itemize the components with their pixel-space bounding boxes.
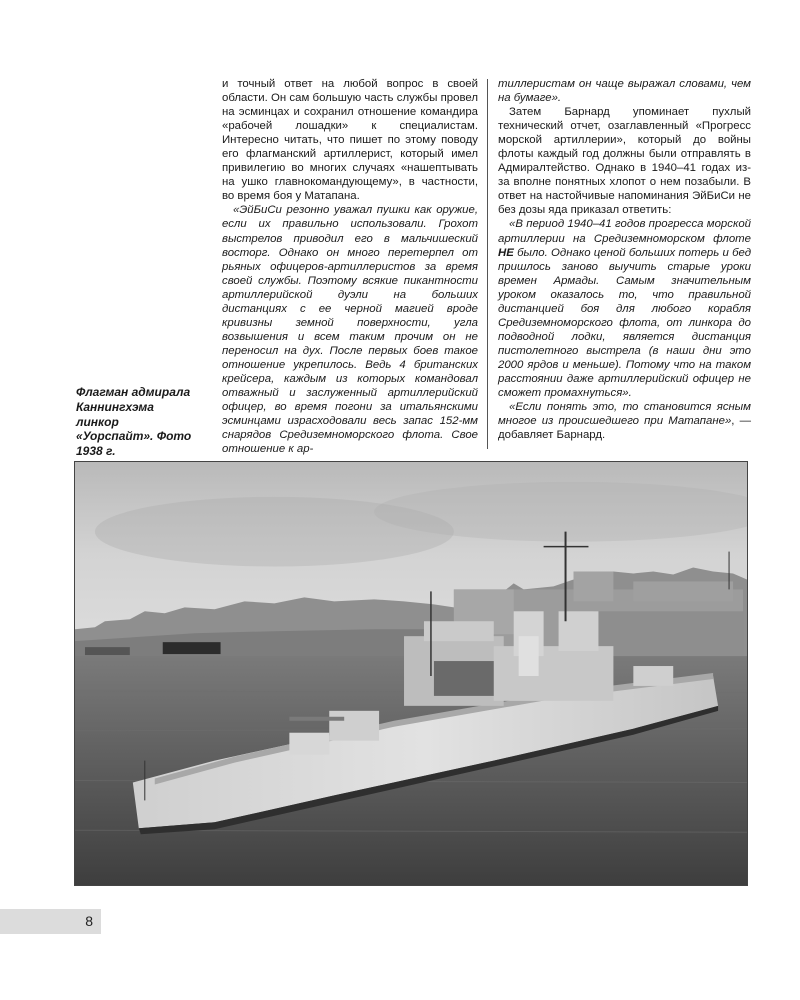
battleship-photo bbox=[74, 461, 748, 886]
paragraph: Затем Барнард упоминает пухлый технический отчет, озаглавленный «Прогресс морской артиллерии», который до войны флоты каждый год должны были отправлять в Адмиралтейство. Однако в 1940–41 годах из-за вполне понятных хлопот о нем позабыли. В ответ на настойчивые напоминания ЭйБиСи не без дозы яда приказал ответить: bbox=[498, 106, 751, 217]
quote-paragraph: «ЭйБиСи резонно уважал пушки как оружие, если их правильно использовали. Грохот выстрелов приводил его в мальчишеский восторг. Однако он много перетерпел от рьяных офицеров-артиллеристов за время своей службы. Поэтому всякие пикантности артиллерийской дуэли на больших дистанциях с ее черной магией вроде кривизны земной поверхности, угла возвышения и всем таким прочим он не переносил на дух. После первых боев такое отношение укрепилось. Ведь 4 британских крейсера, каждым из которых командовал отважный и заслуженный артиллерийский офицер, во время погони за итальянскими эсминцами израсходовали весь запас 152-мм снарядов Средиземноморского флота. Свое отношение к ар- bbox=[222, 204, 478, 456]
page-number: 8 bbox=[85, 913, 93, 929]
photo-caption bbox=[76, 385, 211, 459]
text-column-1 bbox=[222, 77, 478, 456]
caption-line: Каннингхэма bbox=[76, 399, 154, 414]
caption-line: 1938 г. bbox=[76, 444, 116, 459]
italic-quote: «Если понять это, то становится ясным многое из происшедшего при Матапане» bbox=[498, 401, 751, 428]
text-span: было. Однако ценой больших потерь и бед пришлось заново выучить старые уроки времен Армады. Самым значительным уроком оказалось то, что правильной дистанцией боя для любого корабля Средиземноморского флота, от линкора до подводной лодки, является дистанция пистолетного выстрела (в наши дни это 2000 ярдов и меньше). Потому что на таком расстоянии даже артиллерийский офицер не сможет промахнуться». bbox=[498, 246, 751, 400]
paragraph: и точный ответ на любой вопрос в своей области. Он сам большую часть службы провел на эсминцах и сохранил отношение командира «рабочей лошадки» к специалистам. Интересно читать, что пишет по этому поводу его флагманский артиллерист, который имел привилегию во многих случаях «нашептывать на ушко главнокомандующему», в частности, во время боя у Матапана. bbox=[222, 78, 478, 203]
quote-paragraph bbox=[498, 217, 751, 400]
caption-line: линкор bbox=[76, 414, 119, 429]
paragraph bbox=[498, 400, 751, 442]
quote-paragraph: тиллеристам он чаще выражал словами, чем на бумаге». bbox=[498, 78, 751, 105]
caption-line: «Уорспайт». Фото bbox=[76, 429, 192, 444]
text-span: «В период 1940–41 годов прогресса морской артиллерии на Средиземноморском флоте bbox=[498, 218, 751, 245]
text-span: , — добавляет Барнард. bbox=[498, 415, 751, 442]
text-column-2 bbox=[498, 77, 751, 442]
page-number-bar bbox=[0, 909, 101, 934]
caption-line: Флагман адмирала bbox=[76, 385, 191, 399]
bold-emphasis: НЕ bbox=[498, 246, 514, 259]
ship-harbor-image bbox=[75, 462, 747, 885]
column-divider bbox=[487, 79, 488, 449]
